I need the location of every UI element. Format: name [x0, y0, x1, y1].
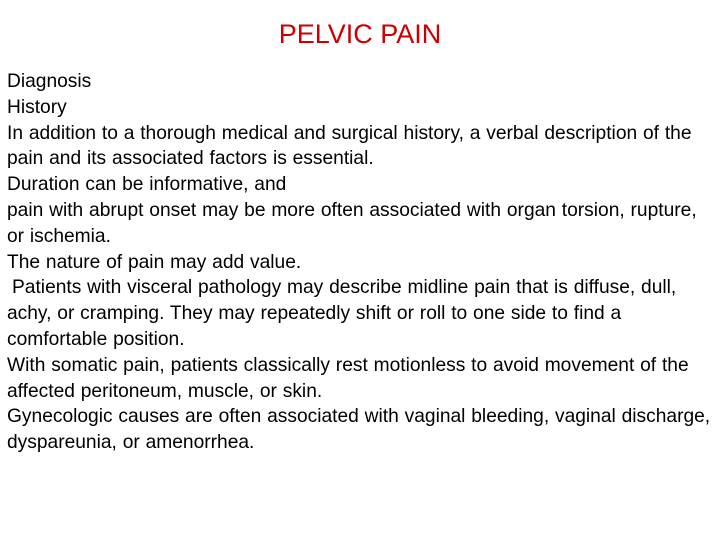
slide-body — [7, 69, 715, 456]
abrupt-onset-paragraph: pain with abrupt onset may be more often associated with organ torsion, rupture, or ischemia. — [7, 199, 697, 247]
nature-of-pain-paragraph: The nature of pain may add value. — [7, 251, 302, 273]
heading-diagnosis: Diagnosis — [7, 71, 92, 92]
history-paragraph: In addition to a thorough medical and surgical history, a verbal description of the pain and its associated factors is essential. — [7, 122, 692, 170]
somatic-pain-paragraph: With somatic pain, patients classically rest motionless to avoid movement of the affected peritoneum, muscle, or skin. — [7, 354, 689, 402]
gynecologic-causes-paragraph: Gynecologic causes are often associated with vaginal bleeding, vaginal discharge, dyspareunia, or amenorrhea. — [7, 406, 711, 454]
heading-history: History — [7, 96, 67, 118]
visceral-pathology-paragraph: Patients with visceral pathology may describe midline pain that is diffuse, dull, achy, or cramping. They may repeatedly shift or roll to one side to find a comfortable position. — [7, 277, 677, 350]
slide-title: PELVIC PAIN — [278, 19, 442, 49]
duration-paragraph: Duration can be informative, and — [7, 174, 287, 196]
